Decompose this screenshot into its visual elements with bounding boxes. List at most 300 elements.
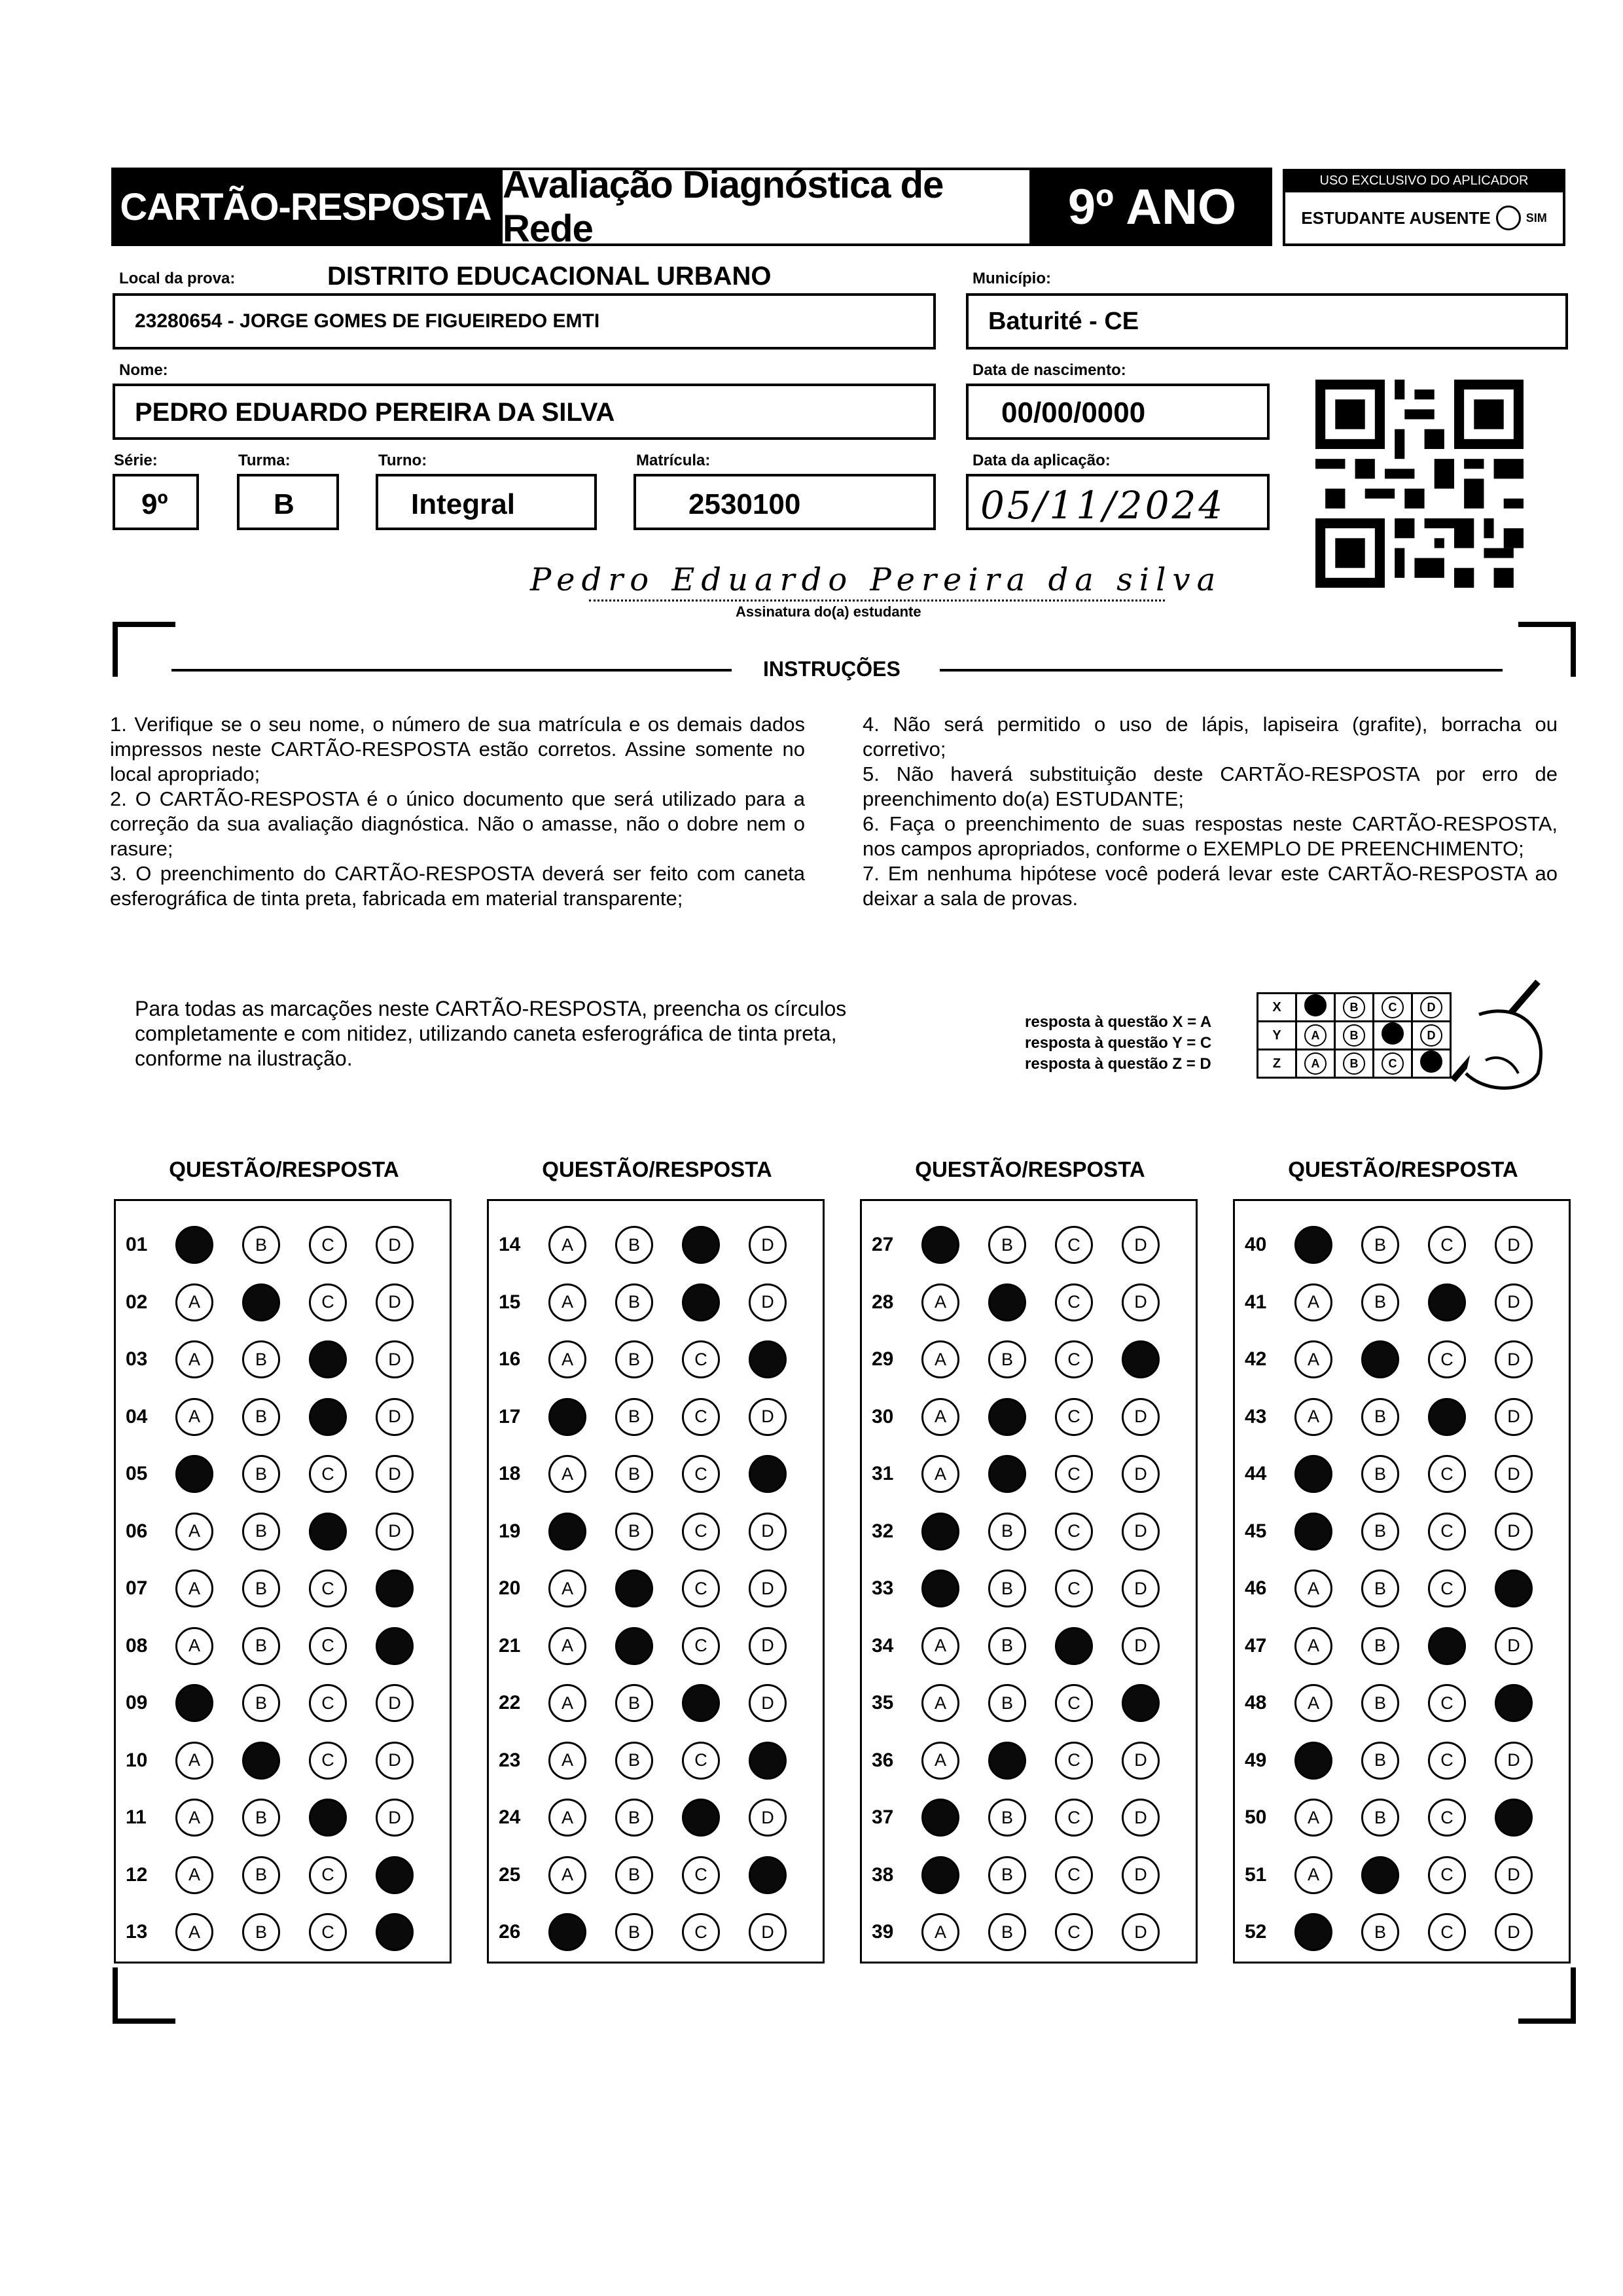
answer-bubble-b[interactable]: B: [988, 1856, 1026, 1894]
answer-bubble-a[interactable]: A: [1294, 1340, 1332, 1378]
answer-bubble-d[interactable]: D: [749, 1799, 787, 1837]
answer-bubble-a[interactable]: A: [921, 1455, 959, 1493]
answer-bubble-c[interactable]: C: [1428, 1513, 1466, 1551]
question-number: 51: [1245, 1863, 1267, 1886]
answer-bubble-b[interactable]: B: [988, 1799, 1026, 1837]
answer-bubble-a[interactable]: [175, 1684, 213, 1722]
answer-bubble-a[interactable]: [1294, 1513, 1332, 1551]
instruction-7: 7. Em nenhuma hipótese você poderá levar este CARTÃO-RESPOSTA ao deixar a sala de provas.: [863, 862, 1558, 910]
answer-bubble-b[interactable]: B: [615, 1742, 653, 1780]
question-row: [126, 1626, 442, 1666]
answer-bubble-b[interactable]: B: [615, 1799, 653, 1837]
answer-bubble-d[interactable]: D: [376, 1283, 414, 1321]
answer-bubble-c[interactable]: [309, 1513, 347, 1551]
answer-bubble-c[interactable]: C: [682, 1627, 720, 1665]
answer-bubble-d[interactable]: D: [376, 1398, 414, 1436]
question-row: [1245, 1912, 1561, 1952]
answer-bubble-c[interactable]: C: [682, 1398, 720, 1436]
answer-bubble-b[interactable]: B: [988, 1513, 1026, 1551]
answer-bubble-c[interactable]: C: [1428, 1684, 1466, 1722]
instructions-title: INSTRUÇÕES: [763, 657, 901, 681]
column-title: QUESTÃO/RESPOSTA: [1288, 1157, 1518, 1181]
answer-bubble-d[interactable]: D: [376, 1226, 414, 1264]
question-number: 21: [499, 1634, 521, 1657]
answer-bubble-a[interactable]: [548, 1398, 586, 1436]
example-bubble: [1420, 1050, 1442, 1073]
answer-bubble-c[interactable]: C: [682, 1856, 720, 1894]
question-number: 48: [1245, 1692, 1267, 1713]
question-row: [126, 1569, 442, 1608]
answer-bubble-a[interactable]: A: [548, 1283, 586, 1321]
answer-bubble-d[interactable]: D: [1495, 1455, 1533, 1493]
answer-bubble-b[interactable]: B: [1361, 1684, 1399, 1722]
answer-bubble-c[interactable]: [1428, 1398, 1466, 1436]
question-row: [499, 1283, 815, 1322]
answer-bubble-c[interactable]: C: [682, 1455, 720, 1493]
answer-bubble-a[interactable]: A: [548, 1856, 586, 1894]
answer-bubble-a[interactable]: [1294, 1455, 1332, 1493]
question-number: 50: [1245, 1806, 1267, 1828]
question-row: [126, 1856, 442, 1895]
question-number: 08: [126, 1634, 148, 1657]
answer-bubble-d[interactable]: D: [1122, 1799, 1160, 1837]
example-cell: [1296, 1022, 1335, 1050]
question-number: 28: [872, 1291, 894, 1313]
answer-bubble-b[interactable]: [988, 1455, 1026, 1493]
corner-mark-top-right: [1518, 622, 1576, 677]
question-row: [126, 1683, 442, 1723]
answer-bubble-d[interactable]: D: [1495, 1513, 1533, 1551]
answer-bubble-c[interactable]: C: [309, 1226, 347, 1264]
question-number: 12: [126, 1863, 148, 1886]
question-row: [126, 1397, 442, 1437]
answer-bubble-a[interactable]: A: [175, 1283, 213, 1321]
answer-bubble-c[interactable]: C: [309, 1570, 347, 1607]
answer-bubble-d[interactable]: D: [1495, 1627, 1533, 1665]
answer-bubble-b[interactable]: B: [242, 1513, 280, 1551]
question-number: 45: [1245, 1520, 1267, 1542]
column-title: QUESTÃO/RESPOSTA: [169, 1157, 399, 1181]
answer-bubble-a[interactable]: [548, 1513, 586, 1551]
answer-bubble-b[interactable]: B: [1361, 1513, 1399, 1551]
answer-bubble-d[interactable]: D: [1122, 1856, 1160, 1894]
absent-bubble[interactable]: [1496, 206, 1521, 230]
answer-bubble-a[interactable]: A: [921, 1913, 959, 1951]
question-row: [1245, 1454, 1561, 1494]
answer-bubble-a[interactable]: A: [175, 1742, 213, 1780]
answer-bubble-c[interactable]: C: [309, 1283, 347, 1321]
answer-bubble-b[interactable]: B: [242, 1856, 280, 1894]
answer-bubble-a[interactable]: A: [921, 1340, 959, 1378]
signature-label: Assinatura do(a) estudante: [736, 603, 921, 620]
answer-bubble-a[interactable]: A: [548, 1570, 586, 1607]
question-number: 09: [126, 1692, 148, 1713]
answer-bubble-d[interactable]: D: [749, 1627, 787, 1665]
school-field: [113, 293, 936, 350]
answer-bubble-a[interactable]: A: [1294, 1283, 1332, 1321]
answer-bubble-d[interactable]: D: [749, 1283, 787, 1321]
answer-bubble-d[interactable]: D: [749, 1513, 787, 1551]
answer-bubble-b[interactable]: B: [615, 1398, 653, 1436]
answer-bubble-b[interactable]: [1361, 1340, 1399, 1378]
answer-bubble-a[interactable]: [548, 1913, 586, 1951]
instructions-rule-right: [940, 669, 1503, 672]
example-row: [1258, 994, 1451, 1022]
answer-bubble-c[interactable]: [309, 1398, 347, 1436]
serie-label: Série:: [114, 452, 158, 469]
answer-bubble-a[interactable]: A: [921, 1398, 959, 1436]
question-row: [126, 1225, 442, 1265]
question-number: 44: [1245, 1463, 1267, 1484]
school-value: 23280654 - JORGE GOMES DE FIGUEIREDO EMTI: [135, 310, 600, 332]
answer-bubble-b[interactable]: B: [615, 1455, 653, 1493]
matricula-value: 2530100: [688, 488, 801, 520]
answer-bubble-d[interactable]: D: [1122, 1455, 1160, 1493]
answer-bubble-b[interactable]: [242, 1283, 280, 1321]
question-number: 19: [499, 1520, 521, 1542]
example-bubble: A: [1304, 1052, 1327, 1075]
answer-bubble-a[interactable]: A: [921, 1742, 959, 1780]
answer-bubble-d[interactable]: D: [1122, 1913, 1160, 1951]
answer-bubble-b[interactable]: B: [615, 1513, 653, 1551]
answer-bubble-d[interactable]: D: [1122, 1570, 1160, 1607]
answer-bubble-a[interactable]: [921, 1570, 959, 1607]
answer-bubble-d[interactable]: [376, 1570, 414, 1607]
answer-bubble-d[interactable]: D: [749, 1913, 787, 1951]
answer-bubble-d[interactable]: D: [749, 1398, 787, 1436]
question-number: 05: [126, 1463, 148, 1484]
answer-bubble-b[interactable]: B: [615, 1856, 653, 1894]
question-number: 29: [872, 1348, 894, 1370]
question-row: [872, 1283, 1188, 1322]
answer-bubble-a[interactable]: A: [1294, 1856, 1332, 1894]
question-number: 42: [1245, 1348, 1267, 1370]
answer-bubble-c[interactable]: C: [1055, 1398, 1093, 1436]
answer-bubble-b[interactable]: B: [988, 1340, 1026, 1378]
answer-bubble-b[interactable]: B: [1361, 1799, 1399, 1837]
answer-bubble-d[interactable]: D: [1122, 1513, 1160, 1551]
fill-note: Para todas as marcações neste CARTÃO-RESPOSTA, preencha os círculos completamente e com nitidez, utilizando caneta esferográfica de tinta preta, conforme na ilustração.: [135, 997, 847, 1070]
instruction-5: 5. Não haverá substituição deste CARTÃO-RESPOSTA por erro de preenchimento do(a) ESTUDANTE;: [863, 762, 1558, 810]
municipio-label: Município:: [972, 270, 1051, 287]
answer-bubble-d[interactable]: D: [1495, 1283, 1533, 1321]
answer-bubble-c[interactable]: C: [1055, 1799, 1093, 1837]
answer-bubble-d[interactable]: D: [376, 1799, 414, 1837]
answer-bubble-b[interactable]: [242, 1742, 280, 1780]
answer-bubble-b[interactable]: B: [242, 1799, 280, 1837]
answer-bubble-b[interactable]: B: [988, 1570, 1026, 1607]
answer-bubble-b[interactable]: B: [1361, 1398, 1399, 1436]
answer-bubble-c[interactable]: C: [1055, 1455, 1093, 1493]
answer-bubble-a[interactable]: A: [175, 1398, 213, 1436]
answer-bubble-d[interactable]: D: [1122, 1742, 1160, 1780]
example-bubble: [1382, 1022, 1404, 1045]
answer-bubble-c[interactable]: C: [1055, 1226, 1093, 1264]
answer-bubble-b[interactable]: B: [1361, 1455, 1399, 1493]
answer-bubble-d[interactable]: D: [749, 1570, 787, 1607]
answer-bubble-b[interactable]: B: [615, 1684, 653, 1722]
answer-bubble-b[interactable]: B: [242, 1398, 280, 1436]
answer-bubble-a[interactable]: A: [175, 1627, 213, 1665]
question-number: 11: [126, 1806, 147, 1828]
answer-bubble-c[interactable]: C: [1428, 1913, 1466, 1951]
answer-bubble-c[interactable]: [309, 1799, 347, 1837]
instruction-3: 3. O preenchimento do CARTÃO-RESPOSTA deverá ser feito com caneta esferográfica de tinta preta, fabricada em material transparente;: [110, 862, 805, 910]
answer-bubble-c[interactable]: [682, 1226, 720, 1264]
answer-bubble-d[interactable]: D: [749, 1684, 787, 1722]
answer-bubble-d[interactable]: D: [376, 1455, 414, 1493]
answer-bubble-b[interactable]: B: [242, 1570, 280, 1607]
answer-bubble-a[interactable]: A: [175, 1799, 213, 1837]
corner-mark-top-left: [113, 622, 175, 677]
question-row: [1245, 1626, 1561, 1666]
answer-bubble-a[interactable]: A: [1294, 1684, 1332, 1722]
answer-bubble-a[interactable]: A: [921, 1627, 959, 1665]
answer-bubble-a[interactable]: A: [548, 1455, 586, 1493]
question-row: [1245, 1569, 1561, 1608]
answer-bubble-b[interactable]: B: [242, 1455, 280, 1493]
answer-bubble-b[interactable]: B: [1361, 1570, 1399, 1607]
answer-bubble-c[interactable]: C: [682, 1913, 720, 1951]
qr-code-icon: [1315, 380, 1524, 588]
answer-bubble-c[interactable]: C: [309, 1856, 347, 1894]
answer-bubble-c[interactable]: C: [1428, 1455, 1466, 1493]
answer-bubble-d[interactable]: D: [749, 1226, 787, 1264]
signature: Pedro Eduardo Pereira da silva: [530, 562, 1222, 598]
question-row: [499, 1340, 815, 1379]
answer-bubble-c[interactable]: C: [309, 1455, 347, 1493]
question-number: 34: [872, 1634, 894, 1657]
answer-bubble-a[interactable]: A: [175, 1570, 213, 1607]
answer-bubble-d[interactable]: [1495, 1570, 1533, 1607]
question-row: [126, 1798, 442, 1837]
answer-bubble-a[interactable]: A: [1294, 1799, 1332, 1837]
question-number: 32: [872, 1520, 894, 1542]
answer-bubble-a[interactable]: [175, 1226, 213, 1264]
answer-bubble-a[interactable]: [921, 1799, 959, 1837]
answer-bubble-c[interactable]: C: [682, 1742, 720, 1780]
answer-bubble-d[interactable]: [749, 1340, 787, 1378]
nome-field: [113, 384, 936, 440]
answer-bubble-a[interactable]: [921, 1226, 959, 1264]
answer-bubble-a[interactable]: A: [921, 1283, 959, 1321]
answer-bubble-a[interactable]: [1294, 1742, 1332, 1780]
answer-bubble-c[interactable]: C: [1055, 1340, 1093, 1378]
card-title: CARTÃO-RESPOSTA: [111, 168, 500, 246]
example-bubble: C: [1382, 996, 1404, 1018]
question-row: [126, 1912, 442, 1952]
answer-bubble-d[interactable]: [376, 1627, 414, 1665]
answer-bubble-c[interactable]: C: [1055, 1742, 1093, 1780]
question-number: 20: [499, 1577, 521, 1599]
nasc-value: 00/00/0000: [1001, 397, 1146, 429]
answer-bubble-c[interactable]: C: [1428, 1570, 1466, 1607]
instruction-6: 6. Faça o preenchimento de suas respostas neste CARTÃO-RESPOSTA, nos campos apropriados, conforme o EXEMPLO DE PREENCHIMENTO;: [863, 812, 1558, 860]
answer-bubble-b[interactable]: [615, 1570, 653, 1607]
answer-bubble-b[interactable]: B: [1361, 1913, 1399, 1951]
answer-bubble-b[interactable]: B: [988, 1684, 1026, 1722]
answer-bubble-c[interactable]: C: [682, 1513, 720, 1551]
district-value: DISTRITO EDUCACIONAL URBANO: [327, 262, 772, 291]
question-number: 49: [1245, 1749, 1267, 1771]
question-row: [1245, 1397, 1561, 1437]
answer-bubble-c[interactable]: C: [1428, 1226, 1466, 1264]
answer-bubble-b[interactable]: B: [1361, 1283, 1399, 1321]
answer-bubble-d[interactable]: [1122, 1684, 1160, 1722]
question-row: [872, 1569, 1188, 1608]
answer-bubble-d[interactable]: [1122, 1340, 1160, 1378]
answer-bubble-d[interactable]: [749, 1455, 787, 1493]
answer-bubble-d[interactable]: [749, 1856, 787, 1894]
example-row: [1258, 1050, 1451, 1078]
answer-bubble-c[interactable]: C: [1428, 1742, 1466, 1780]
answer-bubble-a[interactable]: A: [548, 1684, 586, 1722]
answer-bubble-a[interactable]: A: [548, 1627, 586, 1665]
answer-bubble-c[interactable]: C: [1055, 1856, 1093, 1894]
question-number: 02: [126, 1291, 148, 1313]
answer-bubble-b[interactable]: B: [242, 1684, 280, 1722]
example-cell: [1296, 994, 1335, 1022]
question-row: [499, 1741, 815, 1780]
answer-bubble-a[interactable]: A: [175, 1513, 213, 1551]
question-number: 07: [126, 1577, 148, 1599]
answer-bubble-c[interactable]: C: [1055, 1684, 1093, 1722]
answer-bubble-a[interactable]: [175, 1455, 213, 1493]
answer-bubble-d[interactable]: D: [1495, 1226, 1533, 1264]
answer-bubble-b[interactable]: [988, 1398, 1026, 1436]
answer-bubble-d[interactable]: D: [376, 1513, 414, 1551]
answer-bubble-a[interactable]: A: [548, 1799, 586, 1837]
answer-bubble-a[interactable]: A: [548, 1742, 586, 1780]
question-row: [872, 1397, 1188, 1437]
answer-bubble-d[interactable]: D: [1495, 1856, 1533, 1894]
answer-bubble-c[interactable]: C: [682, 1340, 720, 1378]
answer-bubble-b[interactable]: B: [615, 1913, 653, 1951]
column-title: QUESTÃO/RESPOSTA: [915, 1157, 1145, 1181]
answer-bubble-c[interactable]: C: [1055, 1513, 1093, 1551]
answer-bubble-a[interactable]: A: [921, 1684, 959, 1722]
answer-bubble-d[interactable]: D: [1122, 1627, 1160, 1665]
answer-bubble-c[interactable]: C: [682, 1570, 720, 1607]
answer-bubble-b[interactable]: B: [1361, 1226, 1399, 1264]
answer-bubble-d[interactable]: D: [376, 1340, 414, 1378]
answer-bubble-d[interactable]: D: [1495, 1398, 1533, 1436]
answer-bubble-c[interactable]: C: [309, 1627, 347, 1665]
example-bubble: D: [1420, 996, 1442, 1018]
answer-bubble-a[interactable]: A: [548, 1340, 586, 1378]
answer-bubble-b[interactable]: [615, 1627, 653, 1665]
question-row: [872, 1683, 1188, 1723]
answer-bubble-d[interactable]: [749, 1742, 787, 1780]
answer-bubble-c[interactable]: [682, 1799, 720, 1837]
answer-bubble-b[interactable]: B: [615, 1283, 653, 1321]
answer-bubble-b[interactable]: [988, 1283, 1026, 1321]
answer-bubble-a[interactable]: [921, 1856, 959, 1894]
question-row: [126, 1741, 442, 1780]
question-number: 31: [872, 1463, 894, 1484]
answer-bubble-b[interactable]: B: [242, 1913, 280, 1951]
answer-bubble-c[interactable]: C: [309, 1742, 347, 1780]
question-number: 04: [126, 1405, 148, 1427]
evaluation-title: Avaliação Diagnóstica de Rede: [500, 168, 1032, 246]
answer-bubble-a[interactable]: A: [175, 1856, 213, 1894]
answer-bubble-b[interactable]: B: [242, 1226, 280, 1264]
answer-bubble-c[interactable]: C: [1055, 1913, 1093, 1951]
answer-bubble-b[interactable]: B: [988, 1627, 1026, 1665]
answer-bubble-c[interactable]: C: [309, 1913, 347, 1951]
answer-bubble-a[interactable]: A: [1294, 1398, 1332, 1436]
answer-bubble-d[interactable]: D: [1495, 1742, 1533, 1780]
answer-bubble-b[interactable]: B: [1361, 1742, 1399, 1780]
answer-bubble-c[interactable]: C: [1055, 1283, 1093, 1321]
answer-bubble-a[interactable]: A: [175, 1913, 213, 1951]
answer-bubble-d[interactable]: D: [1122, 1283, 1160, 1321]
turno-value: Integral: [411, 488, 515, 520]
answer-bubble-a[interactable]: A: [1294, 1570, 1332, 1607]
answer-bubble-b[interactable]: B: [242, 1340, 280, 1378]
absent-yes-label: SIM: [1525, 211, 1547, 224]
example-bubble: C: [1382, 1052, 1404, 1075]
answer-bubble-a[interactable]: A: [548, 1226, 586, 1264]
aplicacao-value: 05/11/2024: [980, 483, 1226, 528]
answer-bubble-a[interactable]: [921, 1513, 959, 1551]
serie-value: 9º: [141, 488, 168, 520]
answer-bubble-d[interactable]: D: [376, 1742, 414, 1780]
answer-bubble-d[interactable]: D: [1122, 1398, 1160, 1436]
answer-bubble-c[interactable]: C: [1428, 1799, 1466, 1837]
turno-field: [376, 474, 597, 530]
answer-bubble-b[interactable]: B: [1361, 1627, 1399, 1665]
answer-bubble-b[interactable]: B: [242, 1627, 280, 1665]
answer-bubble-d[interactable]: D: [1495, 1340, 1533, 1378]
answer-bubble-d[interactable]: [376, 1856, 414, 1894]
answer-bubble-d[interactable]: [376, 1913, 414, 1951]
example-line-y: resposta à questão Y = C: [1025, 1034, 1212, 1052]
answer-bubble-b[interactable]: B: [615, 1340, 653, 1378]
answer-bubble-b[interactable]: B: [988, 1226, 1026, 1264]
answer-bubble-c[interactable]: [682, 1684, 720, 1722]
answer-bubble-d[interactable]: [1495, 1684, 1533, 1722]
example-bubble: A: [1304, 1024, 1327, 1047]
answer-bubble-c[interactable]: C: [309, 1684, 347, 1722]
answer-bubble-d[interactable]: D: [376, 1684, 414, 1722]
answer-bubble-b[interactable]: [988, 1742, 1026, 1780]
answer-bubble-c[interactable]: [1428, 1627, 1466, 1665]
fill-example-table: [1257, 992, 1452, 1079]
answer-bubble-c[interactable]: [1428, 1283, 1466, 1321]
question-number: 35: [872, 1692, 894, 1713]
answer-bubble-c[interactable]: [682, 1283, 720, 1321]
answer-bubble-d[interactable]: D: [1122, 1226, 1160, 1264]
answer-bubble-b[interactable]: B: [988, 1913, 1026, 1951]
answer-bubble-c[interactable]: C: [1428, 1340, 1466, 1378]
question-number: 14: [499, 1234, 521, 1255]
answer-bubble-a[interactable]: A: [175, 1340, 213, 1378]
answer-bubble-a[interactable]: [1294, 1913, 1332, 1951]
answer-bubble-b[interactable]: [1361, 1856, 1399, 1894]
answer-bubble-b[interactable]: B: [615, 1226, 653, 1264]
answer-bubble-c[interactable]: [1055, 1627, 1093, 1665]
question-number: 17: [499, 1405, 521, 1427]
answer-bubble-a[interactable]: A: [1294, 1627, 1332, 1665]
answer-bubble-d[interactable]: [1495, 1799, 1533, 1837]
answer-bubble-c[interactable]: C: [1428, 1856, 1466, 1894]
answer-bubble-d[interactable]: D: [1495, 1913, 1533, 1951]
answer-bubble-c[interactable]: C: [1055, 1570, 1093, 1607]
question-row: [499, 1397, 815, 1437]
answer-bubble-c[interactable]: [309, 1340, 347, 1378]
answer-bubble-a[interactable]: [1294, 1226, 1332, 1264]
